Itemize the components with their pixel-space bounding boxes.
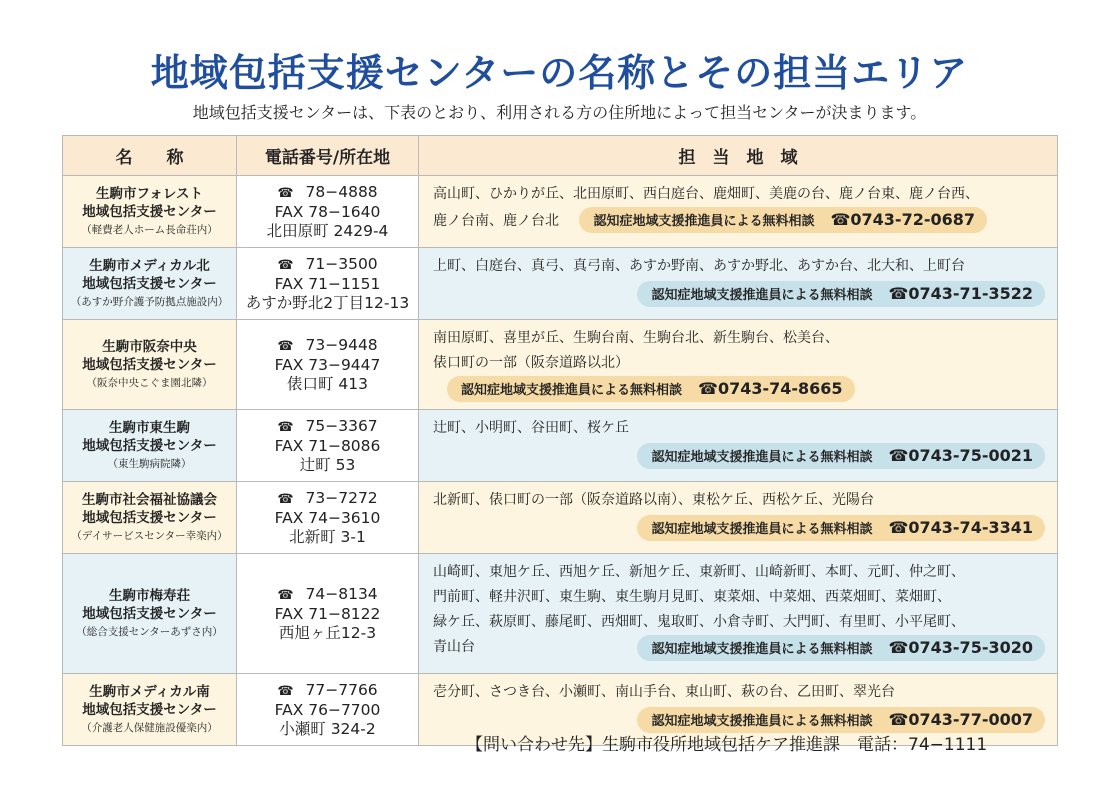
fax-number: FAX 71−8086 [274, 436, 381, 455]
contact-cell [237, 320, 419, 410]
address: 小瀬町 324-2 [279, 719, 376, 738]
consult-phone: ☎0743-71-3522 [888, 284, 1033, 303]
center-name: 生駒市東生駒 [109, 419, 190, 436]
phone-number: 77−7766 [305, 680, 378, 699]
fax-number: FAX 76−7700 [274, 700, 381, 719]
consult-label: 認知症地域支援推進員による無料相談 [651, 522, 873, 537]
center-name-cell [63, 176, 237, 248]
consult-label: 認知症地域支援推進員による無料相談 [651, 288, 873, 303]
area-text: 緑ケ丘、萩原町、藤尾町、西畑町、鬼取町、小倉寺町、大門町、有里町、小平尾町、 [433, 614, 965, 630]
consult-label: 認知症地域支援推進員による無料相談 [651, 450, 873, 465]
center-type: 地域包括支援センター [82, 275, 217, 292]
phone-number: 75−3367 [305, 416, 378, 435]
page-title: 地域包括支援センターの名称とその担当エリア [150, 51, 969, 95]
center-location-note: （軽費老人ホーム長命荘内） [81, 223, 218, 236]
consult-phone: ☎0743-75-3020 [888, 638, 1033, 657]
center-location-note: （東生駒病院隣） [107, 457, 192, 470]
phone-number: 73−9448 [305, 335, 378, 354]
contact-footer: 【問い合わせ先】生駒市役所地域包括ケア推進課 電話：74−1111 [466, 735, 988, 755]
center-type: 地域包括支援センター [82, 356, 217, 373]
center-location-note: （あすか野介護予防拠点施設内） [70, 295, 229, 308]
area-cell [419, 176, 1058, 248]
center-type: 地域包括支援センター [82, 437, 217, 454]
consult-label: 認知症地域支援推進員による無料相談 [651, 714, 873, 729]
table-header-row [63, 136, 1058, 176]
address: あすか野北2丁目12-13 [245, 293, 410, 312]
center-name: 生駒市社会福祉協議会 [82, 491, 217, 508]
area-text: 門前町、軽井沢町、東生駒、東生駒月見町、東菜畑、中菜畑、西菜畑町、菜畑町、 [433, 589, 951, 605]
fax-number: FAX 71−1151 [274, 274, 381, 293]
center-type: 地域包括支援センター [82, 605, 217, 622]
area-text: 辻町、小明町、谷田町、桜ケ丘 [433, 420, 629, 436]
center-name-cell [63, 320, 237, 410]
phone-number: 71−3500 [305, 254, 378, 273]
center-type: 地域包括支援センター [82, 509, 217, 526]
fax-number: FAX 74−3610 [274, 508, 381, 527]
contact-cell [237, 674, 419, 746]
header-area: 担 当 地 域 [419, 136, 1058, 176]
center-location-note: （デイサービスセンター幸楽内） [71, 529, 228, 542]
phone-icon: ☎ [277, 257, 294, 273]
contact-cell [237, 176, 419, 248]
consult-badge [637, 515, 1045, 541]
area-cell [419, 554, 1058, 674]
consult-badge [637, 281, 1045, 307]
phone-number: 78−4888 [305, 182, 378, 201]
center-name-cell [63, 674, 237, 746]
phone-icon: ☎ [277, 491, 294, 507]
consult-phone: ☎0743-72-0687 [830, 210, 976, 229]
area-cell [419, 482, 1058, 554]
phone-icon: ☎ [277, 419, 294, 435]
center-name-cell [63, 410, 237, 482]
address: 北田原町 2429-4 [266, 221, 389, 240]
table-row [63, 176, 1058, 248]
address: 俵口町 413 [286, 374, 368, 393]
address: 北新町 3-1 [289, 527, 366, 546]
area-text: 俵口町の一部（阪奈道路以北） [433, 355, 629, 371]
phone-number: 74−8134 [305, 584, 378, 603]
area-text: 北新町、俵口町の一部（阪奈道路以南）、東松ケ丘、西松ケ丘、光陽台 [433, 492, 874, 508]
contact-cell [237, 554, 419, 674]
phone-icon: ☎ [277, 185, 294, 201]
phone-icon: ☎ [277, 587, 294, 603]
consult-badge [447, 376, 855, 402]
center-name: 生駒市メディカル南 [89, 683, 210, 700]
phone-icon: ☎ [277, 683, 294, 699]
center-location-note: （総合支援センターあずさ内） [76, 625, 223, 638]
area-cell [419, 248, 1058, 320]
consult-label: 認知症地域支援推進員による無料相談 [593, 214, 815, 229]
center-location-note: （介護老人保健施設優楽内） [81, 721, 218, 734]
area-cell [419, 410, 1058, 482]
table-row [63, 482, 1058, 554]
fax-number: FAX 73−9447 [274, 355, 381, 374]
consult-phone: ☎0743-77-0007 [888, 710, 1033, 729]
consult-badge [579, 207, 987, 233]
table-row [63, 554, 1058, 674]
area-cell [419, 320, 1058, 410]
center-name: 生駒市メディカル北 [89, 257, 210, 274]
address: 西旭ヶ丘12-3 [278, 623, 377, 642]
page-subtitle: 地域包括支援センターは、下表のとおり、利用される方の住所地によって担当センターが決まります。 [192, 103, 927, 122]
center-type: 地域包括支援センター [82, 701, 217, 718]
fax-number: FAX 71−8122 [274, 604, 381, 623]
contact-cell [237, 482, 419, 554]
area-text: 青山台 [433, 639, 475, 655]
consult-badge [637, 443, 1045, 469]
center-name-cell [63, 482, 237, 554]
area-text: 高山町、ひかりが丘、北田原町、西白庭台、鹿畑町、美鹿の台、鹿ノ台東、鹿ノ台西、 [433, 186, 979, 202]
fax-number: FAX 78−1640 [274, 202, 381, 221]
table-row [63, 410, 1058, 482]
consult-phone: ☎0743-75-0021 [888, 446, 1033, 465]
phone-icon: ☎ [277, 338, 294, 354]
consult-badge [637, 635, 1045, 661]
consult-phone: ☎0743-74-8665 [698, 379, 843, 398]
area-text: 南田原町、喜里が丘、生駒台南、生駒台北、新生駒台、松美台、 [433, 330, 839, 346]
consult-label: 認知症地域支援推進員による無料相談 [651, 642, 873, 657]
center-table [62, 135, 1058, 746]
address: 辻町 53 [299, 455, 356, 474]
center-name-cell [63, 248, 237, 320]
consult-phone: ☎0743-74-3341 [888, 518, 1033, 537]
center-name-cell [63, 554, 237, 674]
contact-cell [237, 410, 419, 482]
area-text: 壱分町、さつき台、小瀬町、南山手台、東山町、萩の台、乙田町、翠光台 [433, 684, 895, 700]
area-text: 鹿ノ台南、鹿ノ台北 [433, 213, 559, 229]
center-name: 生駒市梅寿荘 [109, 587, 190, 604]
center-type: 地域包括支援センター [82, 203, 217, 220]
center-location-note: （阪奈中央こぐま園北隣） [86, 376, 213, 389]
contact-cell [237, 248, 419, 320]
table-row [63, 248, 1058, 320]
center-name: 生駒市フォレスト [96, 185, 203, 202]
consult-label: 認知症地域支援推進員による無料相談 [461, 383, 683, 398]
area-text: 山崎町、東旭ケ丘、西旭ケ丘、新旭ケ丘、東新町、山崎新町、本町、元町、仲之町、 [433, 564, 965, 580]
header-name: 名 称 [63, 136, 237, 176]
header-phone: 電話番号/所在地 [237, 136, 419, 176]
center-name: 生駒市阪奈中央 [102, 338, 197, 355]
phone-number: 73−7272 [305, 488, 378, 507]
area-text: 上町、白庭台、真弓、真弓南、あすか野南、あすか野北、あすか台、北大和、上町台 [433, 258, 965, 274]
table-row [63, 320, 1058, 410]
